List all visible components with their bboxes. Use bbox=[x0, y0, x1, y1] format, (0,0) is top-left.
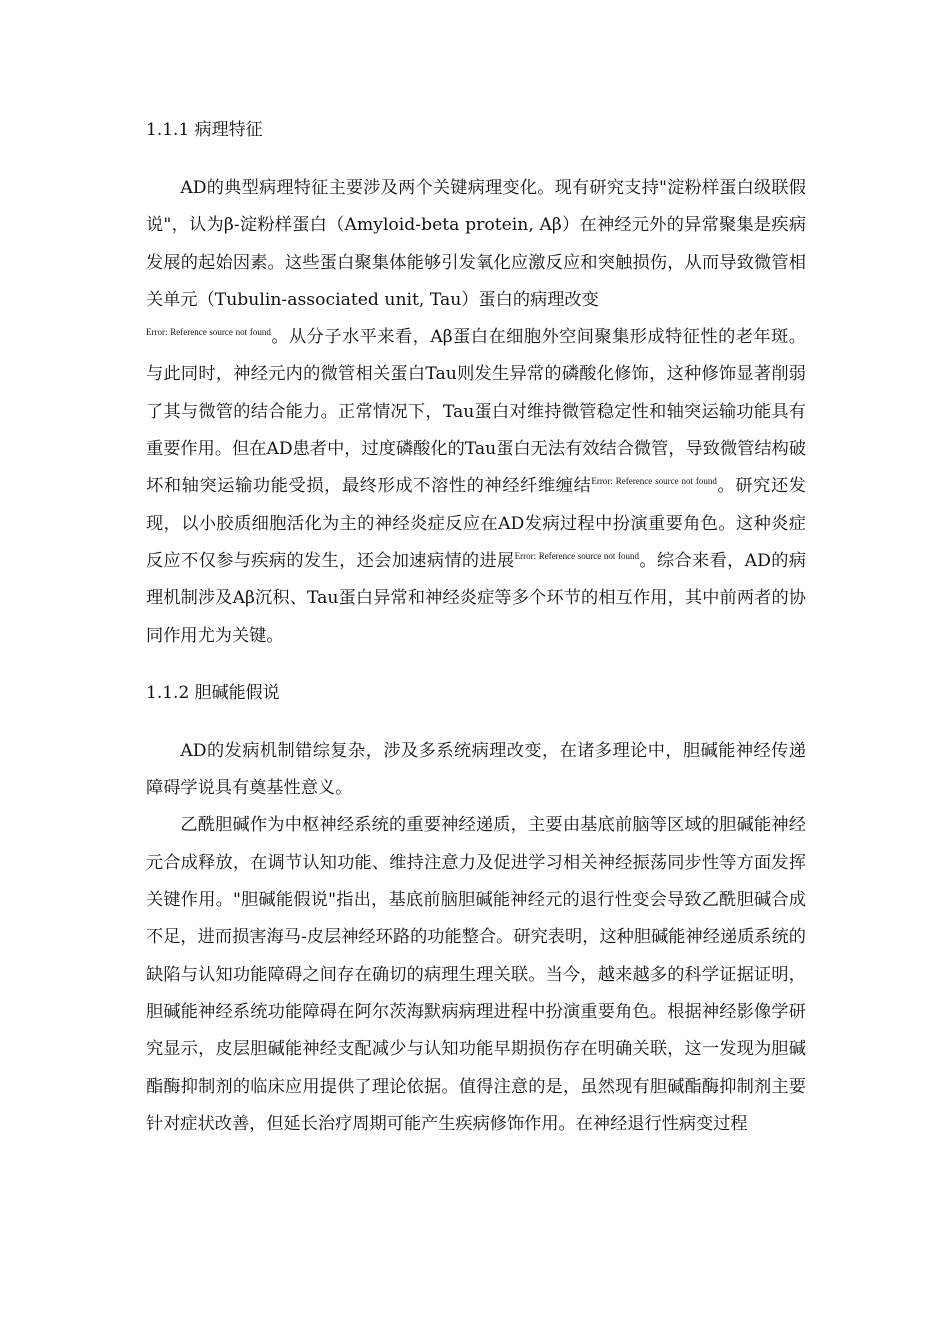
reference-error-marker: Error: Reference source not found bbox=[591, 476, 717, 487]
reference-error-marker: Error: Reference source not found bbox=[146, 327, 271, 338]
document-body bbox=[146, 116, 806, 1143]
section-heading-pathology: 1.1.1 病理特征 bbox=[146, 120, 263, 140]
reference-error-marker: Error: Reference source not found bbox=[514, 550, 639, 561]
paragraph-text: 。研究还发现，以小胶质细胞活化为主的神经炎症反应在AD发病过程中扮演重要角色。这种炎症反应不仅参与疾病的发生，还会加速病情的进展 bbox=[146, 476, 806, 571]
paragraph-text: 。从分子水平来看，Aβ蛋白在细胞外空间聚集形成特征性的老年斑。与此同时，神经元内的微管相关蛋白Tau则发生异常的磷酸化修饰，这种修饰显著削弱了其与微管的结合能力。正常情况下，Tau蛋白对维持微管稳定性和轴突运输功能具有重要作用。但在AD患者中，过度磷酸化的Tau蛋白无法有效结合微管，导致微管结构破坏和轴突运输功能受损，最终形成不溶性的神经纤维缠结 bbox=[146, 327, 806, 497]
paragraph-acetylcholine: 乙酰胆碱作为中枢神经系统的重要神经递质，主要由基底前脑等区域的胆碱能神经元合成释放，在调节认知功能、维持注意力及促进学习相关神经振荡同步性等方面发挥关键作用。"胆碱能假说"指出，基底前脑胆碱能神经元的退行性变会导致乙酰胆碱合成不足，进而损害海马-皮层神经环路的功能整合。研究表明，这种胆碱能神经递质系统的缺陷与认知功能障碍之间存在确切的病理生理关联。当今，越来越多的科学证据证明，胆碱能神经系统功能障碍在阿尔茨海默病病理进程中扮演重要角色。根据神经影像学研究显示，皮层胆碱能神经支配减少与认知功能早期损伤存在明确关联，这一发现为胆碱酯酶抑制剂的临床应用提供了理论依据。值得注意的是，虽然现有胆碱酯酶抑制剂主要针对症状改善，但延长治疗周期可能产生疾病修饰作用。在神经退行性病变过程 bbox=[146, 815, 806, 1134]
paragraph-text: AD的典型病理特征主要涉及两个关键病理变化。现有研究支持"淀粉样蛋白级联假说"，认为β-淀粉样蛋白（Amyloid-beta protein, Aβ）在神经元外的异常聚集是疾病发展的起始因素。这些蛋白聚集体能够引发氧化应激反应和突触损伤，从而导致微管相关单元（Tubulin-associated unit, Tau）蛋白的病理改变 bbox=[146, 178, 806, 310]
paragraph-cholinergic-intro: AD的发病机制错综复杂，涉及多系统病理改变，在诸多理论中，胆碱能神经传递障碍学说具有奠基性意义。 bbox=[146, 740, 806, 799]
section-heading-cholinergic: 1.1.2 胆碱能假说 bbox=[146, 682, 280, 703]
paragraph-text: 。综合来看，AD的病理机制涉及Aβ沉积、Tau蛋白异常和神经炎症等多个环节的相互作用，其中前两者的协同作用尤为关键。 bbox=[146, 550, 806, 646]
paragraph-pathology bbox=[146, 170, 806, 655]
